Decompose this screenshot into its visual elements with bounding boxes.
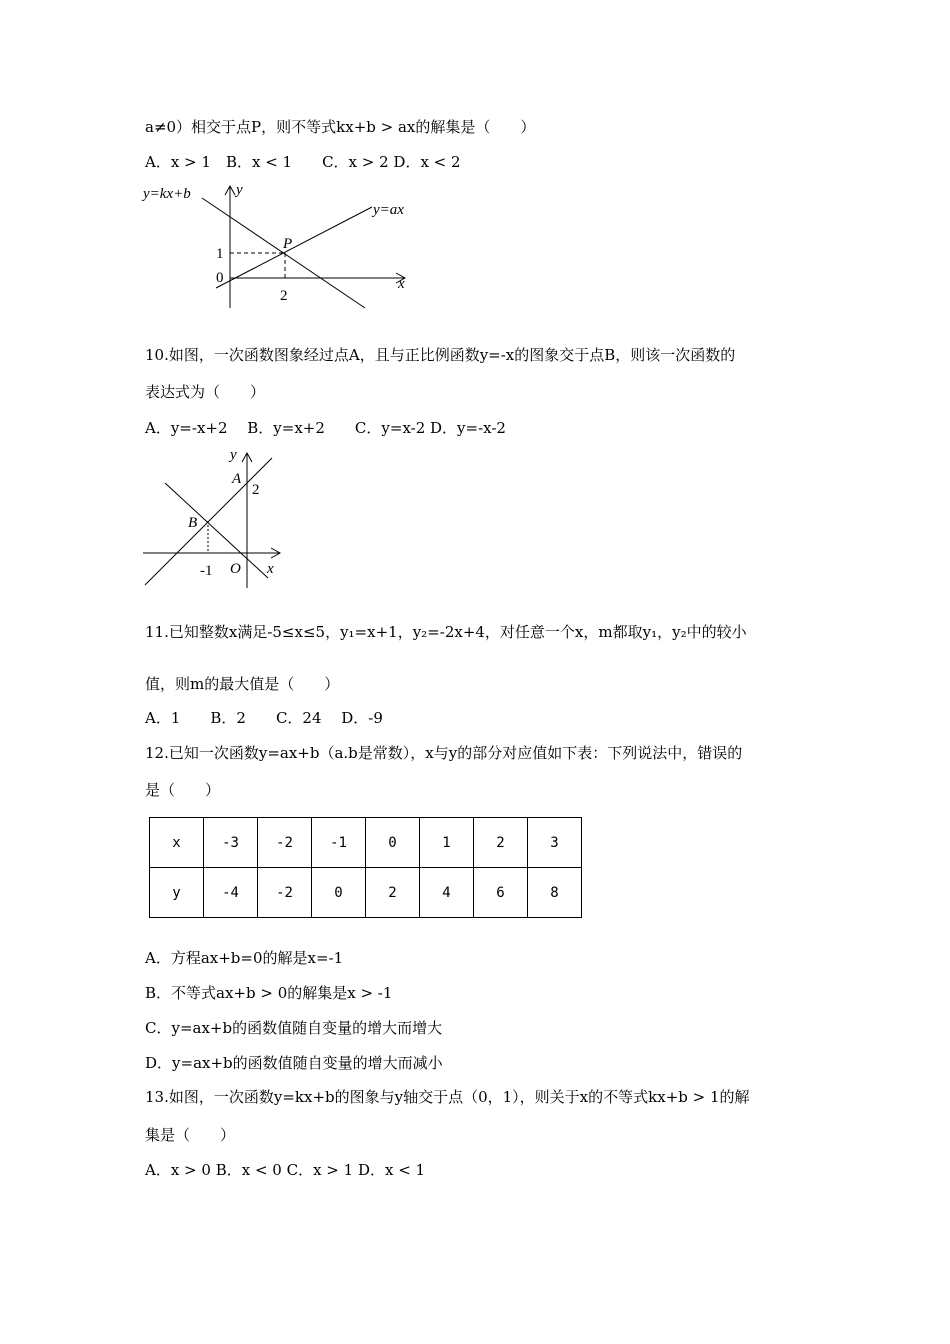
svg-text:P: P (283, 236, 293, 252)
svg-text:y: y (236, 182, 243, 198)
svg-text:y: y (230, 447, 237, 463)
q12-option-c: C．y=ax+b的函数值随自变量的增大而增大 (145, 1019, 443, 1037)
label-kx-b: y=kx+b (143, 186, 191, 202)
q10-stem-1: 10.如图，一次函数图象经过点A，且与正比例函数y=-x的图象交于点B，则该一次函数的 (145, 346, 736, 364)
q9-figure (140, 178, 420, 313)
q13-stem-2: 集是（ ） (145, 1126, 236, 1144)
q10-figure (140, 443, 300, 593)
q9-options: A．x > 1 B．x < 1 C．x > 2 D．x < 2 (145, 153, 461, 171)
table-row-y: y -4 -2 0 2 4 6 8 (150, 868, 582, 918)
q11-stem-1: 11.已知整数x满足-5≤x≤5，y₁=x+1，y₂=-2x+4，对任意一个x，m都取y₁，y₂中的较小 (145, 623, 747, 641)
line-ax (216, 207, 372, 288)
svg-text:x: x (398, 276, 405, 292)
q12-stem-1: 12.已知一次函数y=ax+b（a.b是常数），x与y的部分对应值如下表：下列说法中，错误的 (145, 744, 743, 762)
q12-option-b: B．不等式ax+b > 0的解集是x > -1 (145, 984, 393, 1002)
q12-stem-2: 是（ ） (145, 781, 221, 799)
svg-text:2: 2 (252, 482, 260, 498)
q9-stem: a≠0）相交于点P，则不等式kx+b > ax的解集是（ ） (145, 118, 536, 136)
svg-text:O: O (230, 561, 241, 577)
q11-stem-2: 值，则m的最大值是（ ） (145, 675, 340, 693)
q11-options: A．1 B．2 C．24 D．-9 (145, 709, 383, 727)
svg-text:A: A (232, 471, 242, 487)
q12-option-a: A．方程ax+b=0的解是x=-1 (145, 949, 344, 967)
q10-options: A．y=-x+2 B．y=x+2 C．y=x-2 D．y=-x-2 (145, 419, 506, 437)
q13-options: A．x > 0 B．x < 0 C．x > 1 D．x < 1 (145, 1161, 426, 1179)
svg-text:0: 0 (216, 270, 224, 286)
q10-stem-2: 表达式为（ ） (145, 383, 266, 401)
svg-text:-1: -1 (200, 563, 213, 579)
label-ax: y=ax (373, 202, 404, 218)
svg-text:2: 2 (280, 288, 288, 304)
svg-text:x: x (267, 561, 274, 577)
table-row-x: x -3 -2 -1 0 1 2 3 (150, 818, 582, 868)
q12-option-d: D．y=ax+b的函数值随自变量的增大而减小 (145, 1054, 443, 1072)
value-table (149, 817, 582, 918)
svg-text:B: B (188, 515, 198, 531)
q13-stem-1: 13.如图，一次函数y=kx+b的图象与y轴交于点（0，1），则关于x的不等式kx+b > 1的解 (145, 1088, 750, 1106)
svg-text:1: 1 (216, 246, 224, 262)
